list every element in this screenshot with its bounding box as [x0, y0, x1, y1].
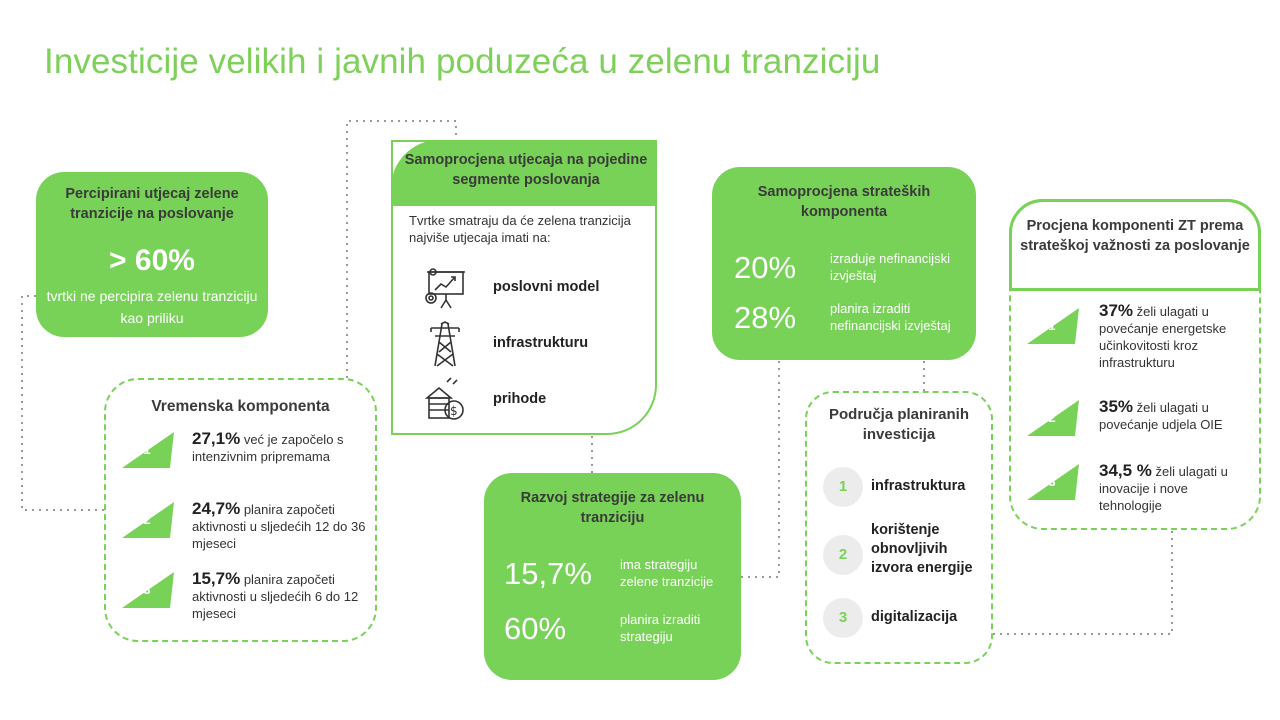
item-number: 1: [1048, 318, 1056, 333]
business-model-icon: [421, 264, 469, 312]
item-value: 35%: [1099, 397, 1134, 416]
item-label: infrastruktura: [871, 478, 966, 494]
list-item: [1025, 302, 1253, 382]
perception-description: tvrtki ne percipira zelenu tranziciju kao priliku: [46, 288, 258, 326]
list-item: [120, 570, 365, 630]
list-item: [1025, 462, 1253, 522]
zt-components-header: [1009, 199, 1261, 291]
item-value: 27,1%: [192, 429, 241, 448]
revenue-icon: [421, 376, 469, 424]
segment-label: infrastrukturu: [493, 335, 589, 351]
strategic-components-card: [712, 167, 976, 360]
impact-heading: Samoprocjena utjecaja na pojedine segmente poslovanja: [404, 152, 648, 188]
segment-label: prihode: [493, 391, 547, 407]
item-text: želi ulagati u povećanje udjela OIE: [1099, 400, 1223, 432]
time-component-card: [104, 378, 377, 642]
zt-components-heading: Procjena komponenti ZT prema strateškoj važnosti za poslovanje: [1020, 218, 1250, 254]
item-value: 24,7%: [192, 499, 241, 518]
impact-header: [391, 140, 657, 206]
list-item: [120, 500, 365, 560]
segment-label: poslovni model: [493, 279, 600, 295]
item-number-badge: 3: [823, 598, 863, 638]
list-item: [823, 522, 985, 591]
time-component-heading: Vremenska komponenta: [151, 398, 330, 415]
strategy-card: [484, 473, 741, 680]
list-item: [120, 430, 365, 474]
list-item: [421, 264, 651, 312]
stat-value: 60%: [504, 611, 567, 646]
investment-areas-heading: Područja planiranih investicija: [828, 406, 970, 443]
item-number: 2: [1048, 410, 1056, 425]
stat-value: 15,7%: [504, 556, 592, 591]
strategy-heading: Razvoj strategije za zelenu tranziciju: [520, 490, 705, 526]
perception-heading: Percipirani utjecaj zelene tranzicije na poslovanje: [65, 186, 239, 222]
page-title: Investicije velikih i javnih poduzeća u zelenu tranziciju: [44, 42, 881, 81]
impact-intro: Tvrtke smatraju da će zelena tranzicija najviše utjecaja imati na:: [409, 213, 631, 245]
stat-value: 20%: [734, 250, 797, 285]
investment-areas-card: [805, 391, 993, 664]
item-number: 2: [143, 512, 151, 527]
item-text: planira započeti aktivnosti u sljedećih 6 do 12 mjeseci: [192, 572, 359, 621]
list-item: [1025, 398, 1253, 442]
item-number: 3: [143, 582, 151, 597]
item-text: već je započelo s intenzivnim pripremama: [192, 432, 344, 464]
stat-text: planira izraditi nefinancijski izvještaj: [830, 301, 951, 333]
item-value: 15,7%: [192, 569, 241, 588]
item-text: želi ulagati u inovacije i nove tehnologije: [1099, 464, 1228, 513]
item-number: 3: [1048, 474, 1056, 489]
stat-text: planira izraditi strategiju: [620, 612, 701, 644]
list-item: [823, 467, 985, 507]
item-number-badge: 1: [823, 467, 863, 507]
list-item: [421, 376, 651, 424]
perception-card: [36, 172, 268, 337]
zt-components-card: [1009, 199, 1261, 530]
item-text: planira započeti aktivnosti u sljedećih 12 do 36 mjeseci: [192, 502, 366, 551]
strategic-components-heading: Samoprocjena strateških komponenta: [757, 184, 931, 220]
item-value: 37%: [1099, 301, 1134, 320]
stat-value: 28%: [734, 300, 797, 335]
stat-text: izraduje nefinancijski izvještaj: [830, 251, 950, 283]
power-tower-icon: [421, 320, 469, 368]
item-number: 1: [143, 442, 151, 457]
item-label: korištenje obnovljivih izvora energije: [871, 522, 973, 576]
item-number-badge: 2: [823, 535, 863, 575]
stat-text: ima strategiju zelene tranzicije: [620, 557, 714, 589]
item-text: želi ulagati u povećanje energetske učinkovitosti kroz infrastrukturu: [1099, 304, 1227, 370]
svg-text:$: $: [450, 404, 458, 418]
list-item: [421, 320, 651, 368]
impact-card: [391, 140, 657, 435]
item-value: 34,5 %: [1099, 461, 1152, 480]
list-item: [823, 598, 985, 638]
item-label: digitalizacija: [871, 609, 958, 625]
perception-value: > 60%: [109, 244, 195, 277]
